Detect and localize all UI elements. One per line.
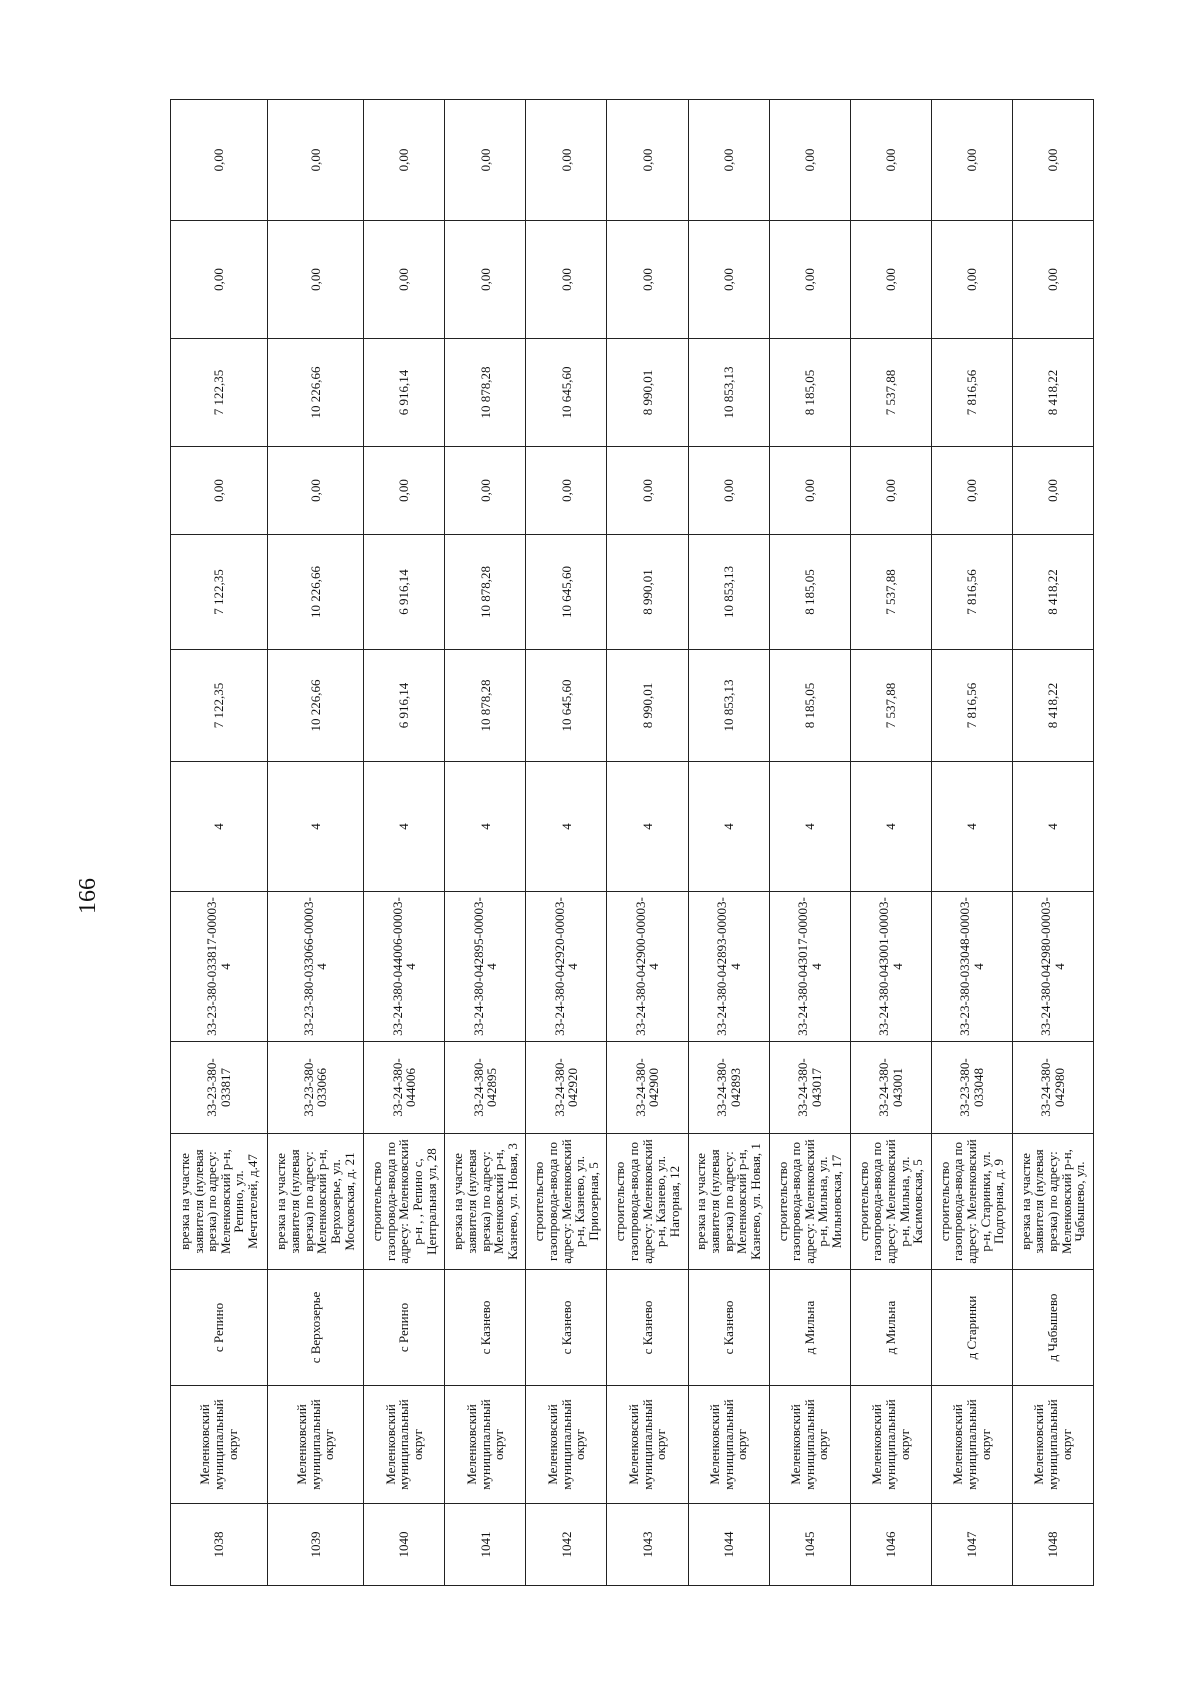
value-1-cell: 7 122,35 [171,535,268,650]
table-row [688,100,769,1586]
page-number: 166 [75,878,101,914]
value-5-cell: 0,00 [445,100,526,221]
value-2-cell: 0,00 [688,447,769,535]
value-4-cell: 0,00 [688,221,769,339]
value-5-cell: 0,00 [1012,100,1093,221]
value-2-cell: 0,00 [850,447,931,535]
row-number-cell: 1038 [171,1504,268,1586]
value-3-cell: 8 418,22 [1012,339,1093,447]
object-code-cell: 33-24-380-043001 [850,1042,931,1134]
object-code-cell: 33-24-380-042900 [607,1042,688,1134]
district-cell: Меленковский муниципальный округ [364,1386,445,1504]
district-cell: Меленковский муниципальный округ [607,1386,688,1504]
value-1-cell: 8 418,22 [1012,535,1093,650]
category-cell: 4 [364,762,445,892]
value-4-cell: 0,00 [769,221,850,339]
table-row [526,100,607,1586]
registration-number-cell: 33-24-380-042893-00003-4 [688,892,769,1042]
district-cell: Меленковский муниципальный округ [769,1386,850,1504]
value-5-cell: 0,00 [850,100,931,221]
row-number-cell: 1041 [445,1504,526,1586]
row-number-cell: 1046 [850,1504,931,1586]
value-4-cell: 0,00 [267,221,364,339]
value-4-cell: 0,00 [171,221,268,339]
value-2-cell: 0,00 [171,447,268,535]
object-code-cell: 33-24-380-042895 [445,1042,526,1134]
value-3-cell: 10 878,28 [445,339,526,447]
registry-table [170,99,1094,1586]
value-3-cell: 7 122,35 [171,339,268,447]
registration-number-cell: 33-24-380-042980-00003-4 [1012,892,1093,1042]
value-1-cell: 8 185,05 [769,535,850,650]
object-code-cell: 33-24-380-042920 [526,1042,607,1134]
value-4-cell: 0,00 [445,221,526,339]
district-cell: Меленковский муниципальный округ [688,1386,769,1504]
description-cell: строительство газопровода-ввода по адресу: Меленковский р-н, Мильна, ул. Касимовская, 5 [850,1134,931,1270]
object-code-cell: 33-24-380-044006 [364,1042,445,1134]
settlement-cell: с Верхозерье [267,1270,364,1386]
row-number-cell: 1040 [364,1504,445,1586]
district-cell: Меленковский муниципальный округ [931,1386,1012,1504]
amount-cell: 10 226,66 [267,650,364,762]
registration-number-cell: 33-24-380-042895-00003-4 [445,892,526,1042]
category-cell: 4 [931,762,1012,892]
registration-number-cell: 33-24-380-042900-00003-4 [607,892,688,1042]
value-1-cell: 10 226,66 [267,535,364,650]
table-body [171,100,1094,1586]
row-number-cell: 1042 [526,1504,607,1586]
value-1-cell: 8 990,01 [607,535,688,650]
category-cell: 4 [688,762,769,892]
settlement-cell: с Казнево [607,1270,688,1386]
category-cell: 4 [526,762,607,892]
table-row [850,100,931,1586]
amount-cell: 8 418,22 [1012,650,1093,762]
value-3-cell: 6 916,14 [364,339,445,447]
value-5-cell: 0,00 [607,100,688,221]
description-cell: врезка на участке заявителя (нулевая врезка) по адресу: Меленковский р-н, Репино, ул. Мечтателей, д.47 [171,1134,268,1270]
description-cell: строительство газопровода-ввода по адресу: Меленковский р-н , , Репино с, Центральная ул, 28 [364,1134,445,1270]
category-cell: 4 [607,762,688,892]
district-cell: Меленковский муниципальный округ [850,1386,931,1504]
rotated-table-container [170,100,1094,1586]
category-cell: 4 [850,762,931,892]
table-row [445,100,526,1586]
row-number-cell: 1044 [688,1504,769,1586]
amount-cell: 7 537,88 [850,650,931,762]
object-code-cell: 33-24-380-042980 [1012,1042,1093,1134]
description-cell: строительство газопровода-ввода по адресу: Меленковский р-н, Мильна, ул. Мильновская, 17 [769,1134,850,1270]
district-cell: Меленковский муниципальный округ [171,1386,268,1504]
settlement-cell: с Репино [171,1270,268,1386]
category-cell: 4 [267,762,364,892]
value-5-cell: 0,00 [364,100,445,221]
description-cell: строительство газопровода-ввода по адресу: Меленковский р-н, Казнево, ул. Приозерная, 5 [526,1134,607,1270]
settlement-cell: д Чабышево [1012,1270,1093,1386]
amount-cell: 10 878,28 [445,650,526,762]
value-2-cell: 0,00 [1012,447,1093,535]
object-code-cell: 33-23-380-033048 [931,1042,1012,1134]
value-1-cell: 7 816,56 [931,535,1012,650]
amount-cell: 10 853,13 [688,650,769,762]
settlement-cell: д Мильна [850,1270,931,1386]
value-2-cell: 0,00 [267,447,364,535]
settlement-cell: д Старинки [931,1270,1012,1386]
object-code-cell: 33-24-380-043017 [769,1042,850,1134]
row-number-cell: 1039 [267,1504,364,1586]
settlement-cell: д Мильна [769,1270,850,1386]
registration-number-cell: 33-23-380-033048-00003-4 [931,892,1012,1042]
value-3-cell: 7 537,88 [850,339,931,447]
value-5-cell: 0,00 [526,100,607,221]
district-cell: Меленковский муниципальный округ [267,1386,364,1504]
row-number-cell: 1047 [931,1504,1012,1586]
value-2-cell: 0,00 [769,447,850,535]
registration-number-cell: 33-24-380-044006-00003-4 [364,892,445,1042]
settlement-cell: с Казнево [688,1270,769,1386]
table-row [769,100,850,1586]
settlement-cell: с Репино [364,1270,445,1386]
amount-cell: 7 122,35 [171,650,268,762]
row-number-cell: 1043 [607,1504,688,1586]
value-5-cell: 0,00 [769,100,850,221]
description-cell: врезка на участке заявителя (нулевая врезка) по адресу: Меленковский р-н, Казнево, ул. Новая, 1 [688,1134,769,1270]
description-cell: строительство газопровода-ввода по адресу: Меленковский р-н, Казнево, ул. Нагорная, 12 [607,1134,688,1270]
value-2-cell: 0,00 [445,447,526,535]
value-1-cell: 6 916,14 [364,535,445,650]
row-number-cell: 1045 [769,1504,850,1586]
value-3-cell: 8 185,05 [769,339,850,447]
category-cell: 4 [171,762,268,892]
amount-cell: 10 645,60 [526,650,607,762]
amount-cell: 6 916,14 [364,650,445,762]
table-frame [170,100,1094,1586]
value-3-cell: 10 645,60 [526,339,607,447]
value-5-cell: 0,00 [171,100,268,221]
amount-cell: 8 185,05 [769,650,850,762]
amount-cell: 7 816,56 [931,650,1012,762]
value-5-cell: 0,00 [688,100,769,221]
description-cell: врезка на участке заявителя (нулевая врезка) по адресу: Меленковский р-н, Казнево, ул. Новая, 3 [445,1134,526,1270]
value-2-cell: 0,00 [607,447,688,535]
description-cell: врезка на участке заявителя (нулевая врезка) по адресу: Меленковский р-н, Чабышево, ул. [1012,1134,1093,1270]
row-number-cell: 1048 [1012,1504,1093,1586]
value-2-cell: 0,00 [526,447,607,535]
district-cell: Меленковский муниципальный округ [1012,1386,1093,1504]
value-4-cell: 0,00 [607,221,688,339]
value-5-cell: 0,00 [267,100,364,221]
table-row [364,100,445,1586]
value-4-cell: 0,00 [931,221,1012,339]
value-1-cell: 10 878,28 [445,535,526,650]
registration-number-cell: 33-24-380-042920-00003-4 [526,892,607,1042]
value-5-cell: 0,00 [931,100,1012,221]
table-row [931,100,1012,1586]
object-code-cell: 33-23-380-033817 [171,1042,268,1134]
description-cell: врезка на участке заявителя (нулевая врезка) по адресу: Меленковский р-н, Верхозерье, ул. Московская, д. 21 [267,1134,364,1270]
value-4-cell: 0,00 [1012,221,1093,339]
value-3-cell: 8 990,01 [607,339,688,447]
value-4-cell: 0,00 [526,221,607,339]
value-2-cell: 0,00 [364,447,445,535]
registration-number-cell: 33-23-380-033817-00003-4 [171,892,268,1042]
district-cell: Меленковский муниципальный округ [526,1386,607,1504]
table-row [1012,100,1093,1586]
object-code-cell: 33-24-380-042893 [688,1042,769,1134]
object-code-cell: 33-23-380-033066 [267,1042,364,1134]
registration-number-cell: 33-24-380-043017-00003-4 [769,892,850,1042]
category-cell: 4 [769,762,850,892]
settlement-cell: с Казнево [526,1270,607,1386]
table-row [607,100,688,1586]
amount-cell: 8 990,01 [607,650,688,762]
table-row [171,100,268,1586]
category-cell: 4 [1012,762,1093,892]
settlement-cell: с Казнево [445,1270,526,1386]
table-row [267,100,364,1586]
description-cell: строительство газопровода-ввода по адресу: Меленковский р-н, Старинки, ул. Подгорная, д. 9 [931,1134,1012,1270]
value-1-cell: 10 645,60 [526,535,607,650]
value-3-cell: 7 816,56 [931,339,1012,447]
value-3-cell: 10 853,13 [688,339,769,447]
registration-number-cell: 33-24-380-043001-00003-4 [850,892,931,1042]
category-cell: 4 [445,762,526,892]
value-3-cell: 10 226,66 [267,339,364,447]
value-1-cell: 7 537,88 [850,535,931,650]
value-4-cell: 0,00 [364,221,445,339]
value-2-cell: 0,00 [931,447,1012,535]
registration-number-cell: 33-23-380-033066-00003-4 [267,892,364,1042]
value-1-cell: 10 853,13 [688,535,769,650]
district-cell: Меленковский муниципальный округ [445,1386,526,1504]
value-4-cell: 0,00 [850,221,931,339]
